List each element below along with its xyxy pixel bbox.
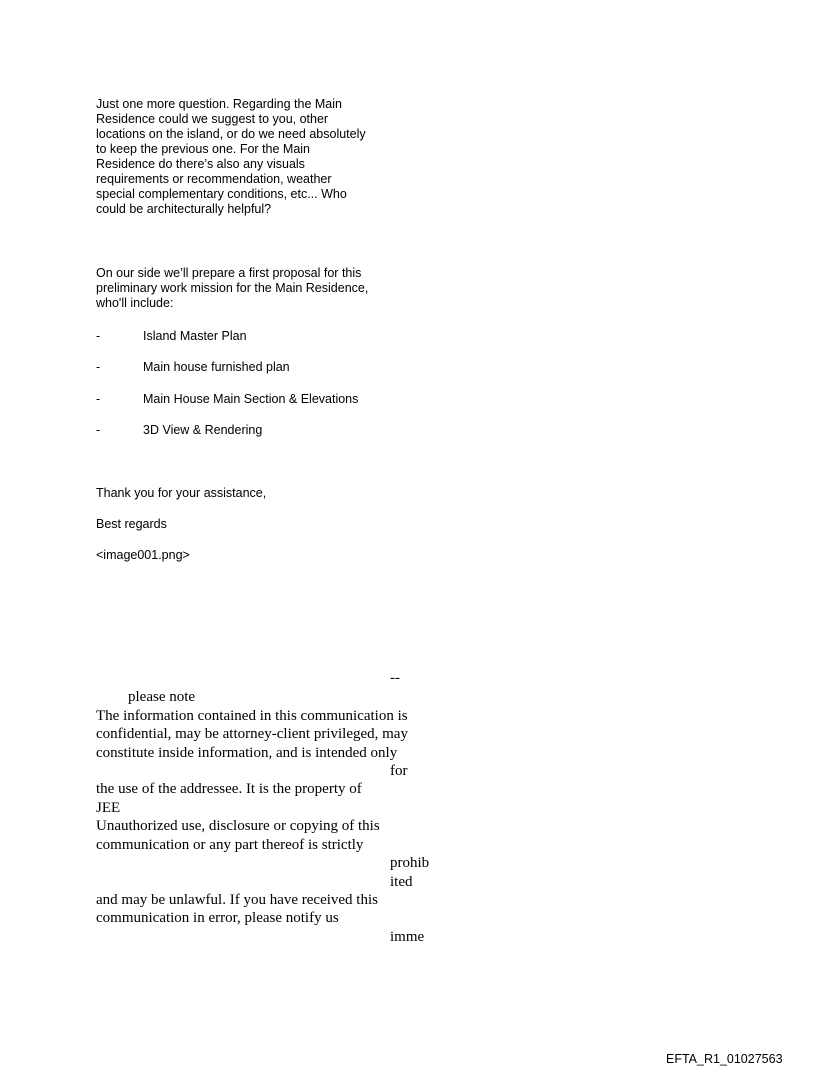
attachment-placeholder: <image001.png> bbox=[96, 548, 190, 562]
signature-separator: -- bbox=[390, 670, 400, 686]
disclaimer-text: please note bbox=[128, 689, 196, 705]
disclaimer-text: prohib bbox=[390, 855, 430, 871]
question-line: Residence do there’s also any visuals bbox=[96, 157, 305, 171]
question-paragraph bbox=[96, 97, 366, 217]
question-line: locations on the island, or do we need absolutely bbox=[96, 127, 366, 141]
question-line: requirements or recommendation, weather bbox=[96, 172, 332, 186]
disclaimer-text: and may be unlawful. If you have received this bbox=[96, 892, 378, 908]
disclaimer-text: constitute inside information, and is intended only bbox=[96, 745, 398, 761]
disclaimer-text: confidential, may be attorney-client privileged, may bbox=[96, 726, 408, 742]
disclaimer-text: communication in error, please notify us bbox=[96, 910, 339, 926]
list-item: 3D View & Rendering bbox=[143, 423, 263, 437]
list-bullet: - bbox=[96, 329, 101, 343]
disclaimer-text: Unauthorized use, disclosure or copying of this bbox=[96, 818, 380, 834]
proposal-line: preliminary work mission for the Main Residence, bbox=[96, 281, 369, 295]
thanks-line: Thank you for your assistance, bbox=[96, 486, 267, 500]
list-item: Island Master Plan bbox=[143, 329, 247, 343]
disclaimer-text: for bbox=[390, 763, 408, 779]
proposal-line: who'll include: bbox=[96, 296, 174, 310]
list-bullet: - bbox=[96, 423, 101, 437]
list-item: Main House Main Section & Elevations bbox=[143, 392, 359, 406]
disclaimer-text: the use of the addressee. It is the property of bbox=[96, 781, 362, 797]
list-item: Main house furnished plan bbox=[143, 360, 290, 374]
question-line: Residence could we suggest to you, other bbox=[96, 112, 329, 126]
disclaimer-text: communication or any part thereof is strictly bbox=[96, 837, 364, 853]
disclaimer-text: The information contained in this communication is bbox=[96, 708, 408, 724]
list-bullet: - bbox=[96, 392, 101, 406]
regards-line: Best regards bbox=[96, 517, 167, 531]
disclaimer-text: imme bbox=[390, 929, 425, 945]
proposal-paragraph bbox=[96, 266, 368, 311]
proposal-line: On our side we’ll prepare a first proposal for this bbox=[96, 266, 362, 280]
document-id: EFTA_R1_01027563 bbox=[666, 1052, 783, 1066]
disclaimer-text: ited bbox=[390, 874, 413, 890]
list-bullet: - bbox=[96, 360, 101, 374]
question-line: to keep the previous one. For the Main bbox=[96, 142, 311, 156]
question-line: special complementary conditions, etc... Who bbox=[96, 187, 347, 201]
question-line: could be architecturally helpful? bbox=[96, 202, 272, 216]
question-line: Just one more question. Regarding the Main bbox=[96, 97, 342, 111]
disclaimer-text: JEE bbox=[96, 800, 121, 816]
